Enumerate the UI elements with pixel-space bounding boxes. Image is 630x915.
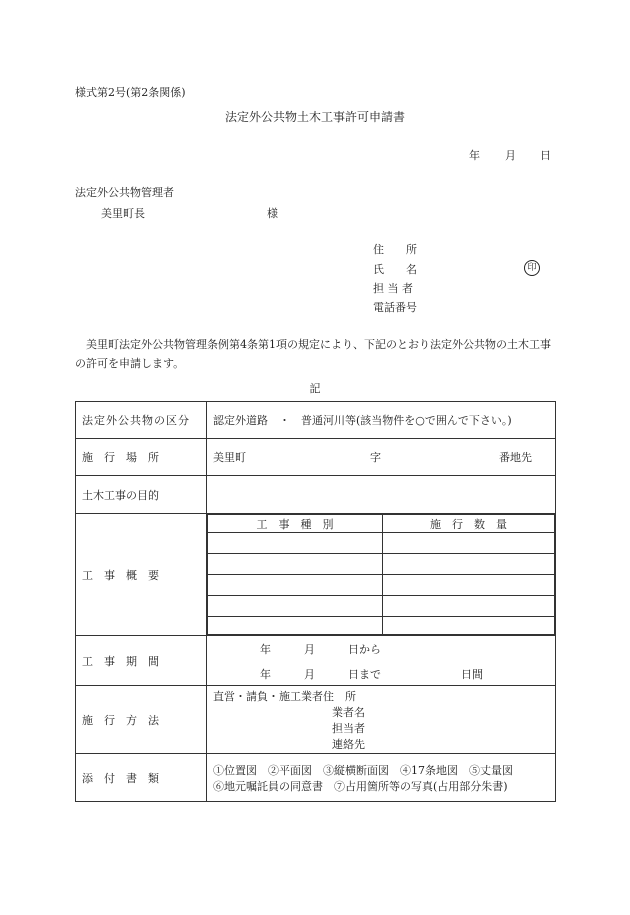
attach-line2: ⑥地元嘱託員の同意書 ⑦占用箇所等の写真(占用部分朱書): [213, 779, 508, 793]
summary-col1-header: 工 事 種 別: [208, 515, 383, 533]
summary-label: 工 事 概 要: [82, 568, 159, 582]
summary-grid: [207, 514, 555, 635]
location-row: [76, 439, 556, 476]
category-value: 認定外道路 ・ 普通河川等(該当物件を○で囲んで下さい。): [207, 402, 556, 439]
summary-col2-header: 施 行 数 量: [383, 515, 555, 533]
date-day: 日: [540, 149, 551, 162]
summary-cell[interactable]: [208, 533, 383, 554]
summary-cell[interactable]: [208, 554, 383, 575]
method-line1: 直営・請負・施工業者住 所: [213, 690, 356, 703]
summary-cell[interactable]: [383, 596, 555, 617]
form-number: 様式第2号(第2条関係): [75, 86, 186, 99]
method-line3: 担当者: [332, 722, 365, 735]
period-from: 年 月 日から: [260, 643, 381, 656]
purpose-value[interactable]: [207, 476, 556, 514]
period-row: [76, 636, 556, 686]
applicant-name-label: 氏 名: [373, 263, 417, 276]
purpose-label: 土木工事の目的: [82, 488, 159, 502]
location-aza: 字: [370, 451, 381, 464]
application-table: [75, 401, 556, 802]
page-title: 法定外公共物土木工事許可申請書: [224, 110, 405, 124]
location-banchi: 番地先: [499, 451, 532, 464]
period-to: 年 月 日まで: [260, 668, 381, 681]
method-line2: 業者名: [332, 706, 365, 719]
attach-label: 添 付 書 類: [82, 771, 159, 785]
summary-cell[interactable]: [383, 554, 555, 575]
location-label: 施 行 場 所: [82, 451, 159, 464]
period-label: 工 事 期 間: [82, 654, 159, 668]
date-month: 月: [505, 149, 516, 162]
summary-cell[interactable]: [383, 575, 555, 596]
addressee-title: 法定外公共物管理者: [75, 186, 174, 199]
summary-cell[interactable]: [383, 617, 555, 635]
seal-icon: 印: [524, 260, 540, 276]
applicant-phone-label: 電話番号: [373, 301, 417, 314]
attachments-row: [76, 754, 556, 802]
addressee-honorific: 様: [267, 207, 278, 220]
summary-cell[interactable]: [383, 533, 555, 554]
category-label: 法定外公共物の区分: [82, 414, 190, 427]
summary-cell[interactable]: [208, 617, 383, 635]
method-row: [76, 686, 556, 754]
body-text: 美里町法定外公共物管理条例第4条第1項の規定により、下記のとおり法定外公共物の土木工事の許可を申請します。: [75, 338, 551, 370]
date-year: 年: [469, 149, 480, 162]
applicant-address-label: 住 所: [373, 243, 417, 256]
purpose-row: [76, 476, 556, 514]
period-days: 日間: [461, 668, 483, 681]
method-line4: 連絡先: [332, 738, 365, 751]
method-label: 施 行 方 法: [82, 713, 159, 727]
attach-line1: ①位置図 ②平面図 ③縦横断面図 ④17条地図 ⑤丈量図: [213, 763, 513, 777]
seal-mark: [524, 260, 540, 276]
category-row: [76, 402, 556, 439]
ki-label: 記: [309, 382, 321, 395]
applicant-person-label: 担 当 者: [373, 282, 413, 295]
summary-cell[interactable]: [208, 596, 383, 617]
summary-cell[interactable]: [208, 575, 383, 596]
summary-row: [76, 514, 556, 636]
location-town: 美里町: [213, 451, 246, 464]
addressee-name: 美里町長: [101, 207, 145, 220]
